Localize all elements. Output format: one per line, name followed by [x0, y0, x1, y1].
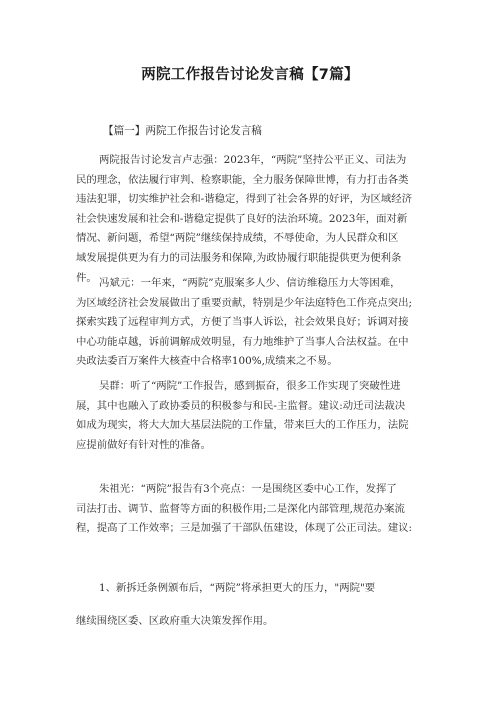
- text-line: 为区域经济社会发展做出了重要贡献，特别是少年法庭特色工作亮点突出;: [76, 296, 412, 309]
- paragraph-1: [76, 151, 436, 288]
- text-line: 违法犯罪，切实维护社会和-谐稳定，得到了社会各界的好评，为区域经济: [76, 193, 413, 206]
- paragraph-4: [76, 480, 436, 539]
- text-line: 民的理念，依法履行审判、检察职能，全力服务保障世博，有力打击各类: [76, 173, 409, 186]
- text-line: 如成为现实，将大大加大基层法院的工作量，带来巨大的工作压力，法院: [76, 419, 409, 432]
- text-line: 中心功能卓越，诉前调解成效明显，有力地维护了当事人合法权益。在中: [76, 335, 409, 348]
- paragraph-2: [76, 274, 436, 372]
- text-line: 域发展提供更为有力的司法服务和保障,为政协履行职能提供更为便利条: [76, 251, 402, 264]
- text-line: 展，其中也融入了政协委员的积极参与和民-主监督。建议:动迁司法裁决: [76, 399, 406, 412]
- text-line: 应提前做好有针对性的准备。: [76, 438, 212, 451]
- text-line: 情况、新问题，希望“两院”继续保持成绩，不辱使命，为人民群众和区: [76, 232, 399, 245]
- text-line: 两院报告讨论发言卢志强：2023年，“两院”坚持公平正义、司法为: [99, 154, 407, 166]
- text-line: 探索实践了远程审判方式，方便了当事人诉讼，社会效果良好；诉调对接: [76, 316, 409, 329]
- document-title: 两院工作报告讨论发言稿【7篇】: [141, 67, 359, 83]
- text-line: 程，提高了工作效率；三是加强了干部队伍建设，体现了公正司法。建议:: [76, 522, 412, 535]
- paragraph-3: [76, 377, 436, 455]
- section-heading: 【篇一】两院工作报告讨论发言稿: [103, 125, 262, 137]
- text-line: 社会快速发展和社会和-谐稳定提供了良好的法治环境。2023年，面对新: [76, 212, 408, 225]
- text-line: 央政法委百万案件大核查中合格率100%,成绩来之不易。: [76, 355, 338, 368]
- text-line: 朱祖光：“两院”报告有3个亮点：一是围绕区委中心工作，发挥了: [99, 483, 397, 495]
- text-line: 司法打击、调节、监督等方面的积极作用;二是深化内部管理,规范办案流: [76, 502, 405, 515]
- list-item-1-continuation: 继续围绕区委、区政府重大决策发挥作用。: [76, 615, 274, 627]
- list-item-1: 1、新拆迁条例颁布后，“两院”将承担更大的压力，"两院"要: [99, 582, 376, 594]
- text-line: 吴群：听了“两院”工作报告，感到振奋，很多工作实现了突破性进: [99, 380, 401, 392]
- text-line: 冯斌元：一年来，“两院”克服案多人少、信访维稳压力大等困难，: [99, 277, 401, 289]
- text-line: 件。: [76, 271, 97, 284]
